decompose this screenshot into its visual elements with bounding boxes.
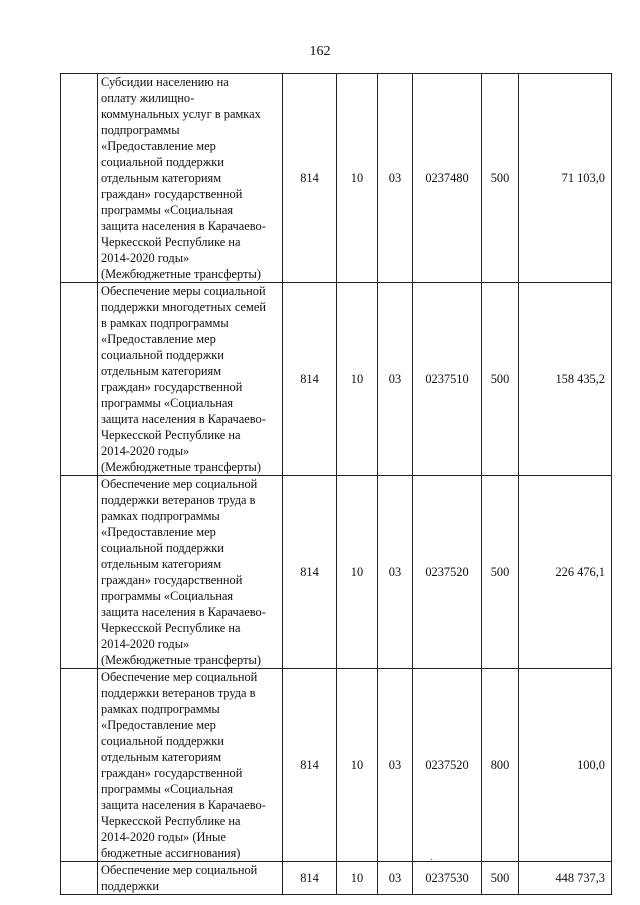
row-number-cell (61, 862, 98, 895)
description-line: граждан» государственной (101, 380, 243, 394)
article-cell: 0237480 (413, 74, 482, 283)
subsection-cell: 03 (378, 862, 413, 895)
subsection-cell: 03 (378, 476, 413, 669)
description-cell (98, 862, 283, 895)
description-line: поддержки ветеранов труда в (101, 686, 256, 700)
description-line: Обеспечение меры социальной (101, 284, 266, 298)
page-number: 162 (309, 44, 331, 59)
description-line: отдельным категориям (101, 364, 222, 378)
description-line: социальной поддержки (101, 155, 224, 169)
row-number-cell (61, 74, 98, 283)
description-line: Черкесской Республике на (101, 621, 241, 635)
description-line: (Межбюджетные трансферты) (101, 267, 261, 281)
expense-kind-cell: 500 (482, 476, 519, 669)
description-line: «Предоставление мер (101, 718, 216, 732)
section-cell: 10 (337, 669, 378, 862)
row-number-cell (61, 283, 98, 476)
description-line: отдельным категориям (101, 171, 222, 185)
description-line: в рамках подпрограммы (101, 316, 229, 330)
subsection-cell: 03 (378, 74, 413, 283)
description-line: (Межбюджетные трансферты) (101, 460, 261, 474)
subsection-cell: 03 (378, 283, 413, 476)
description-line: поддержки многодетных семей (101, 300, 266, 314)
description-line: Черкесской Республике на (101, 235, 241, 249)
description-line: (Межбюджетные трансферты) (101, 653, 261, 667)
description-line: граждан» государственной (101, 187, 243, 201)
scan-speck: · (430, 855, 434, 866)
description-line: подпрограммы (101, 123, 180, 137)
description-line: поддержки (101, 879, 159, 893)
description-line: защита населения в Карачаево- (101, 605, 266, 619)
section-cell: 10 (337, 862, 378, 895)
gr-cell: 814 (283, 476, 337, 669)
description-line: «Предоставление мер (101, 332, 216, 346)
table-row (61, 283, 612, 476)
expense-kind-cell: 800 (482, 669, 519, 862)
description-line: Обеспечение мер социальной (101, 670, 258, 684)
description-line: коммунальных услуг в рамках (101, 107, 261, 121)
description-line: отдельным категориям (101, 750, 222, 764)
description-cell (98, 669, 283, 862)
article-cell: 0237510 (413, 283, 482, 476)
description-line: «Предоставление мер (101, 139, 216, 153)
table-row (61, 862, 612, 895)
article-cell: 0237530 (413, 862, 482, 895)
description-line: Черкесской Республике на (101, 814, 241, 828)
table-row (61, 74, 612, 283)
sum-cell: 226 476,1 (519, 476, 612, 669)
description-line: 2014-2020 годы» (Иные (101, 830, 226, 844)
description-line: рамках подпрограммы (101, 509, 220, 523)
description-line: защита населения в Карачаево- (101, 412, 266, 426)
description-line: Субсидии населению на (101, 75, 229, 89)
gr-cell: 814 (283, 74, 337, 283)
description-cell (98, 74, 283, 283)
article-cell: 0237520 (413, 476, 482, 669)
description-line: 2014-2020 годы» (101, 637, 190, 651)
description-line: защита населения в Карачаево- (101, 798, 266, 812)
description-cell (98, 476, 283, 669)
description-line: граждан» государственной (101, 766, 243, 780)
description-line: защита населения в Карачаево- (101, 219, 266, 233)
description-line: Черкесской Республике на (101, 428, 241, 442)
gr-cell: 814 (283, 283, 337, 476)
description-line: бюджетные ассигнования) (101, 846, 241, 860)
gr-cell: 814 (283, 669, 337, 862)
description-line: программы «Социальная (101, 203, 234, 217)
expense-kind-cell: 500 (482, 283, 519, 476)
expense-kind-cell: 500 (482, 862, 519, 895)
article-cell: 0237520 (413, 669, 482, 862)
subsection-cell: 03 (378, 669, 413, 862)
sum-cell: 448 737,3 (519, 862, 612, 895)
description-line: социальной поддержки (101, 348, 224, 362)
row-number-cell (61, 669, 98, 862)
description-line: Обеспечение мер социальной (101, 477, 258, 491)
description-line: поддержки ветеранов труда в (101, 493, 256, 507)
description-line: социальной поддержки (101, 541, 224, 555)
section-cell: 10 (337, 74, 378, 283)
gr-cell: 814 (283, 862, 337, 895)
table-row (61, 669, 612, 862)
description-line: 2014-2020 годы» (101, 444, 190, 458)
section-cell: 10 (337, 283, 378, 476)
section-cell: 10 (337, 476, 378, 669)
description-line: программы «Социальная (101, 782, 234, 796)
table-row (61, 476, 612, 669)
sum-cell: 158 435,2 (519, 283, 612, 476)
sum-cell: 71 103,0 (519, 74, 612, 283)
description-line: отдельным категориям (101, 557, 222, 571)
expense-kind-cell: 500 (482, 74, 519, 283)
description-line: программы «Социальная (101, 589, 234, 603)
description-line: Обеспечение мер социальной (101, 863, 258, 877)
budget-table (60, 73, 612, 895)
description-cell (98, 283, 283, 476)
description-line: 2014-2020 годы» (101, 251, 190, 265)
description-line: программы «Социальная (101, 396, 234, 410)
description-line: социальной поддержки (101, 734, 224, 748)
row-number-cell (61, 476, 98, 669)
description-line: «Предоставление мер (101, 525, 216, 539)
description-line: оплату жилищно- (101, 91, 195, 105)
description-line: граждан» государственной (101, 573, 243, 587)
sum-cell: 100,0 (519, 669, 612, 862)
description-line: рамках подпрограммы (101, 702, 220, 716)
